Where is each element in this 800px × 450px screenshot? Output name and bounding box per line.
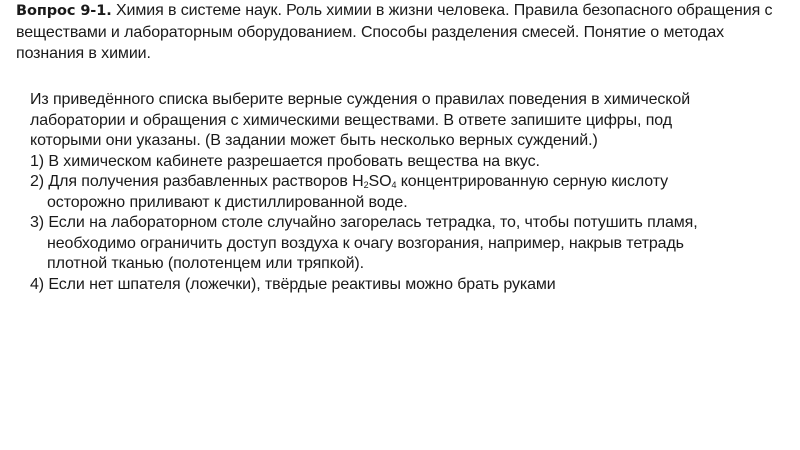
answer-option-2 bbox=[30, 172, 730, 213]
task-instruction: Из приведённого списка выберите верные суждения о правилах поведения в химической лаборатории и обращения с химическими веществами. В ответе запишите цифры, под которыми они указаны. (В задании может быть несколько верных суждений.) bbox=[30, 91, 691, 149]
answer-option-4: 4) Если нет шпателя (ложечки), твёрдые реактивы можно брать руками bbox=[30, 275, 556, 293]
option-3-line-3: плотной тканью (полотенцем или тряпкой). bbox=[47, 255, 365, 272]
option-3-line-2: необходимо ограничить доступ воздуха к очагу возгорания, например, накрыв тетрадь bbox=[47, 234, 684, 252]
option-2-text-end: концентрированную серную кислоту bbox=[396, 173, 669, 190]
answer-option-3 bbox=[30, 213, 730, 275]
sulfuric-acid-formula: $H_2SO_4$ bbox=[352, 173, 397, 190]
task-body bbox=[30, 90, 730, 295]
option-3-line-1: 3) Если на лабораторном столе случайно загорелась тетрадка, то, чтобы потушить пламя, bbox=[30, 214, 698, 231]
option-2-text-start: 2) Для получения разбавленных растворов bbox=[30, 173, 353, 190]
question-topic: Химия в системе наук. Роль химии в жизни человека. Правила безопасного обращения с веществами и лабораторным оборудованием. Способы разделения смесей. Понятие о методах познания в химии. bbox=[16, 2, 773, 62]
question-header bbox=[16, 0, 786, 64]
answer-option-1: 1) В химическом кабинете разрешается пробовать вещества на вкус. bbox=[30, 152, 540, 170]
question-label: Вопрос 9-1. bbox=[16, 3, 112, 19]
option-2-continuation: осторожно приливают к дистиллированной воде. bbox=[47, 193, 408, 211]
